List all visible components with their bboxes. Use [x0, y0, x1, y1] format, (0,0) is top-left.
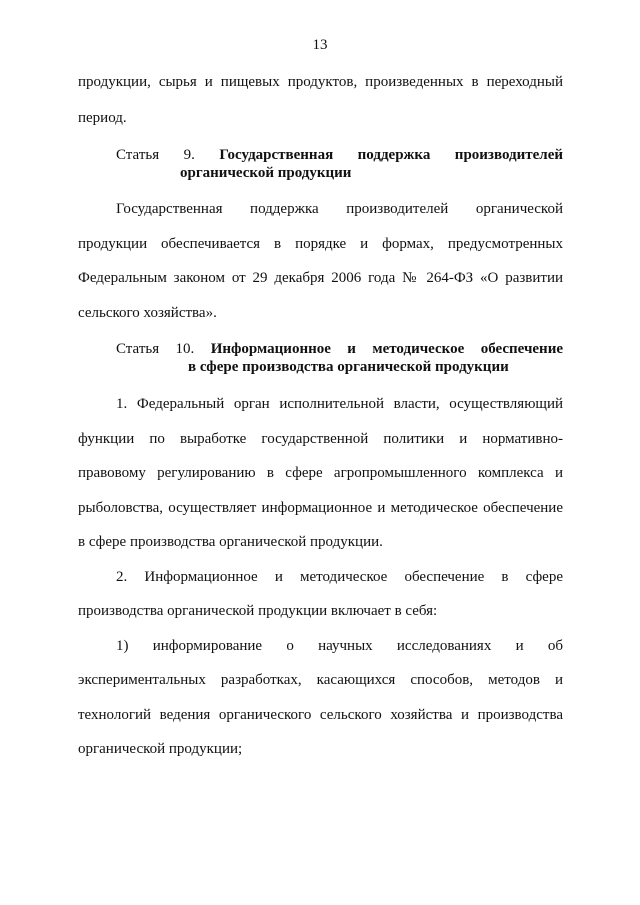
text-line: продукции, сырья и пищевых продуктов, произведенных в переходный	[78, 74, 563, 90]
text-line: правовому регулированию в сфере агропромышленного комплекса и	[78, 465, 563, 481]
article-9-heading-cont: органической продукции	[180, 165, 352, 181]
article-title: Государственная поддержка производителей	[219, 147, 563, 163]
text-line: функции по выработке государственной политики и нормативно-	[78, 431, 563, 447]
article-9-heading	[116, 146, 563, 164]
text-line: период.	[78, 110, 127, 126]
text-line: производства органической продукции включает в себя:	[78, 603, 438, 619]
page-number: 13	[312, 37, 328, 53]
text-line: 1) информирование о научных исследованиях и об	[116, 638, 563, 654]
text-line: технологий ведения органического сельского хозяйства и производства	[78, 707, 563, 723]
text-line: Федеральным законом от 29 декабря 2006 года № 264-ФЗ «О развитии	[78, 270, 563, 286]
text-line: в сфере производства органической продукции.	[78, 534, 383, 550]
text-line: Государственная поддержка производителей органической	[116, 201, 563, 217]
article-label: Статья 9.	[116, 147, 195, 163]
text-line: продукции обеспечивается в порядке и формах, предусмотренных	[78, 236, 563, 252]
article-label: Статья 10.	[116, 341, 195, 357]
text-line: 2. Информационное и методическое обеспечение в сфере	[116, 569, 563, 585]
text-line: 1. Федеральный орган исполнительной власти, осуществляющий	[116, 396, 563, 412]
text-line: экспериментальных разработках, касающихся способов, методов и	[78, 672, 563, 688]
article-10-heading	[116, 340, 563, 358]
article-title: Информационное и методическое обеспечение	[210, 341, 563, 357]
text-line: рыболовства, осуществляет информационное и методическое обеспечение	[78, 500, 563, 516]
article-10-heading-cont: в сфере производства органической продукции	[188, 359, 509, 375]
text-line: органической продукции;	[78, 741, 243, 757]
text-line: сельского хозяйства».	[78, 305, 217, 321]
